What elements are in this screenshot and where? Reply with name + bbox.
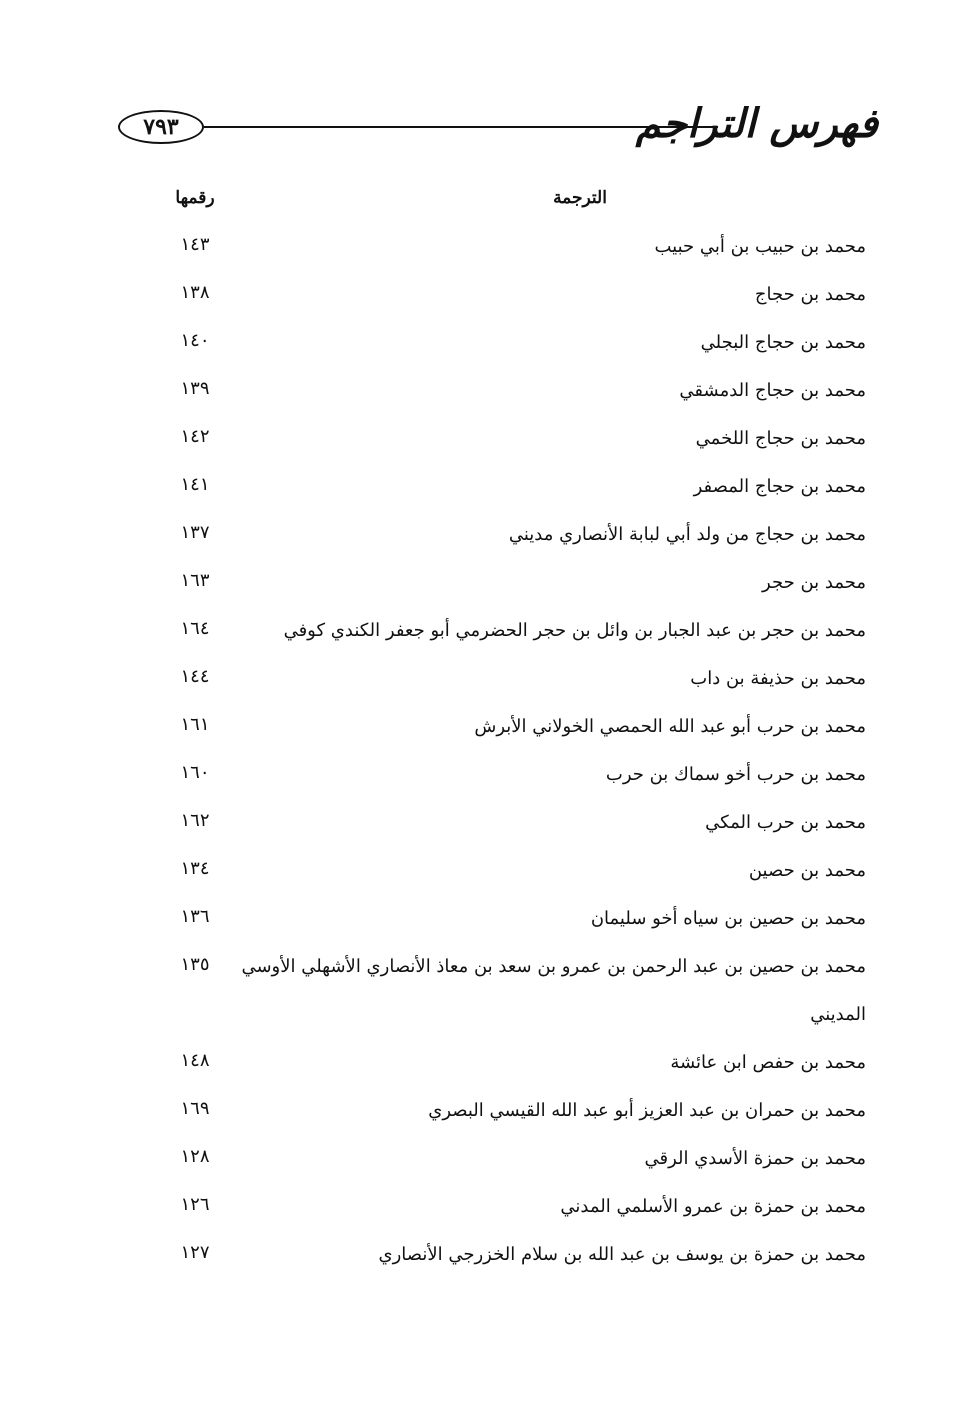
entry-number: ١٦٤ — [180, 618, 210, 639]
page-number-badge: ٧٩٣ — [118, 110, 204, 144]
entry-number: ١٣٨ — [180, 282, 210, 303]
list-item — [160, 422, 866, 470]
entry-name: المديني — [810, 1004, 866, 1025]
entry-name: محمد بن حمران بن عبد العزيز أبو عبد الله القيسي البصري — [428, 1100, 866, 1121]
entry-number: ١٣٥ — [180, 954, 210, 975]
entry-name: محمد بن حبيب بن أبي حبيب — [654, 236, 866, 257]
entry-number: ١٣٦ — [180, 906, 210, 927]
entry-number: ١٤٨ — [180, 1050, 210, 1071]
list-item — [160, 998, 866, 1046]
list-item — [160, 902, 866, 950]
list-item — [160, 950, 866, 998]
list-item — [160, 614, 866, 662]
list-item — [160, 1190, 866, 1238]
list-item — [160, 662, 866, 710]
entry-number: ١٦٢ — [180, 810, 210, 831]
entry-number: ١٣٤ — [180, 858, 210, 879]
entry-name: محمد بن حمزة بن يوسف بن عبد الله بن سلام الخزرجي الأنصاري — [378, 1244, 866, 1265]
list-item — [160, 230, 866, 278]
list-item — [160, 1238, 866, 1286]
entry-number: ١٤١ — [180, 474, 210, 495]
list-item — [160, 854, 866, 902]
entry-number: ١٣٧ — [180, 522, 210, 543]
entry-number: ١٢٧ — [180, 1242, 210, 1263]
entry-name: محمد بن حجاج — [754, 284, 866, 305]
entry-number: ١٤٢ — [180, 426, 210, 447]
page-header — [118, 96, 878, 176]
list-item — [160, 278, 866, 326]
list-item — [160, 566, 866, 614]
entry-name: محمد بن حجاج اللخمي — [695, 428, 866, 449]
entry-name: محمد بن حفص ابن عائشة — [670, 1052, 866, 1073]
entry-number: ١٦٠ — [180, 762, 210, 783]
entry-name: محمد بن حجاج الدمشقي — [679, 380, 866, 401]
entry-name: محمد بن حرب المكي — [705, 812, 866, 833]
index-list — [160, 230, 866, 1286]
entry-name: محمد بن حذيفة بن داب — [690, 668, 866, 689]
entry-name: محمد بن حجاج من ولد أبي لبابة الأنصاري مديني — [508, 524, 866, 545]
entry-number: ١٣٩ — [180, 378, 210, 399]
list-item — [160, 1046, 866, 1094]
entry-number: ١٤٤ — [180, 666, 210, 687]
entry-name: محمد بن حجر — [762, 572, 866, 593]
list-item — [160, 758, 866, 806]
column-header-name: الترجمة — [553, 188, 607, 208]
list-item — [160, 470, 866, 518]
entry-number: ١٦٣ — [180, 570, 210, 591]
entry-name: محمد بن حرب أخو سماك بن حرب — [605, 764, 866, 785]
entry-number: ١٤٣ — [180, 234, 210, 255]
entry-name: محمد بن حجر بن عبد الجبار بن وائل بن حجر الحضرمي أبو جعفر الكندي كوفي — [283, 620, 866, 641]
entry-name: محمد بن حصين — [748, 860, 866, 881]
list-item — [160, 326, 866, 374]
entry-number: ١٢٨ — [180, 1146, 210, 1167]
entry-number: ١٤٠ — [180, 330, 210, 351]
list-item — [160, 518, 866, 566]
entry-number: ١٢٦ — [180, 1194, 210, 1215]
list-item — [160, 806, 866, 854]
list-item — [160, 374, 866, 422]
entry-name: محمد بن حصين بن عبد الرحمن بن عمرو بن سعد بن معاذ الأنصاري الأشهلي الأوسي — [241, 956, 866, 977]
entry-name: محمد بن حمزة الأسدي الرقي — [644, 1148, 866, 1169]
entry-name: محمد بن حجاج البجلي — [700, 332, 866, 353]
list-item — [160, 710, 866, 758]
entry-name: محمد بن حمزة بن عمرو الأسلمي المدني — [560, 1196, 866, 1217]
entry-name: محمد بن حرب أبو عبد الله الحمصي الخولاني الأبرش — [474, 716, 866, 737]
entry-number: ١٦٩ — [180, 1098, 210, 1119]
page-title: فهرس التراجم — [635, 100, 878, 147]
entry-name: محمد بن حجاج المصفر — [693, 476, 866, 497]
list-item — [160, 1142, 866, 1190]
column-header-number: رقمها — [175, 188, 215, 208]
list-item — [160, 1094, 866, 1142]
entry-number: ١٦١ — [180, 714, 210, 735]
entry-name: محمد بن حصين بن سياه أخو سليمان — [590, 908, 866, 929]
